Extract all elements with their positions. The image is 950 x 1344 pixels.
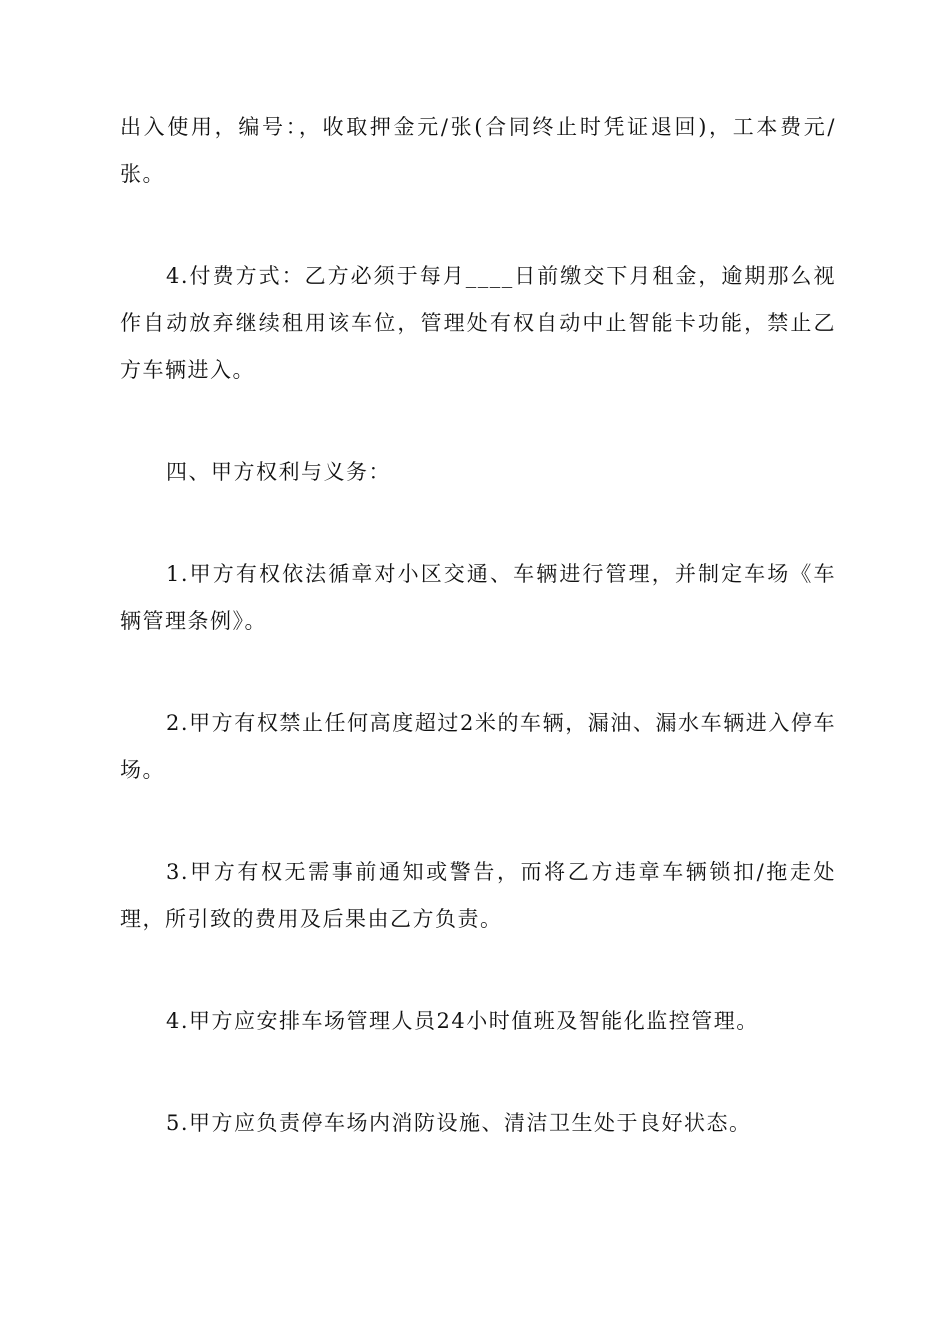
paragraph-item-5: 5.甲方应负责停车场内消防设施、清洁卫生处于良好状态。 xyxy=(166,1111,752,1135)
section-heading-party-a-rights: 四、甲方权利与义务： xyxy=(166,460,391,484)
paragraph-item-1: 1.甲方有权依法循章对小区交通、车辆进行管理，并制定车场《车辆管理条例》。 xyxy=(120,562,836,633)
paragraph-item-2: 2.甲方有权禁止任何高度超过2米的车辆，漏油、漏水车辆进入停车场。 xyxy=(120,711,836,782)
paragraph-payment-method: 4.付费方式：乙方必须于每月____日前缴交下月租金，逾期那么视作自动放弃继续租用该车位，管理处有权自动中止智能卡功能，禁止乙方车辆进入。 xyxy=(120,264,836,382)
paragraph-continuation: 出入使用，编号：，收取押金元/张(合同终止时凭证退回)，工本费元/张。 xyxy=(120,115,836,186)
paragraph-item-4: 4.甲方应安排车场管理人员24小时值班及智能化监控管理。 xyxy=(166,1009,759,1033)
document-body xyxy=(120,104,836,1202)
paragraph-item-3: 3.甲方有权无需事前通知或警告，而将乙方违章车辆锁扣/拖走处理，所引致的费用及后果由乙方负责。 xyxy=(120,860,836,931)
